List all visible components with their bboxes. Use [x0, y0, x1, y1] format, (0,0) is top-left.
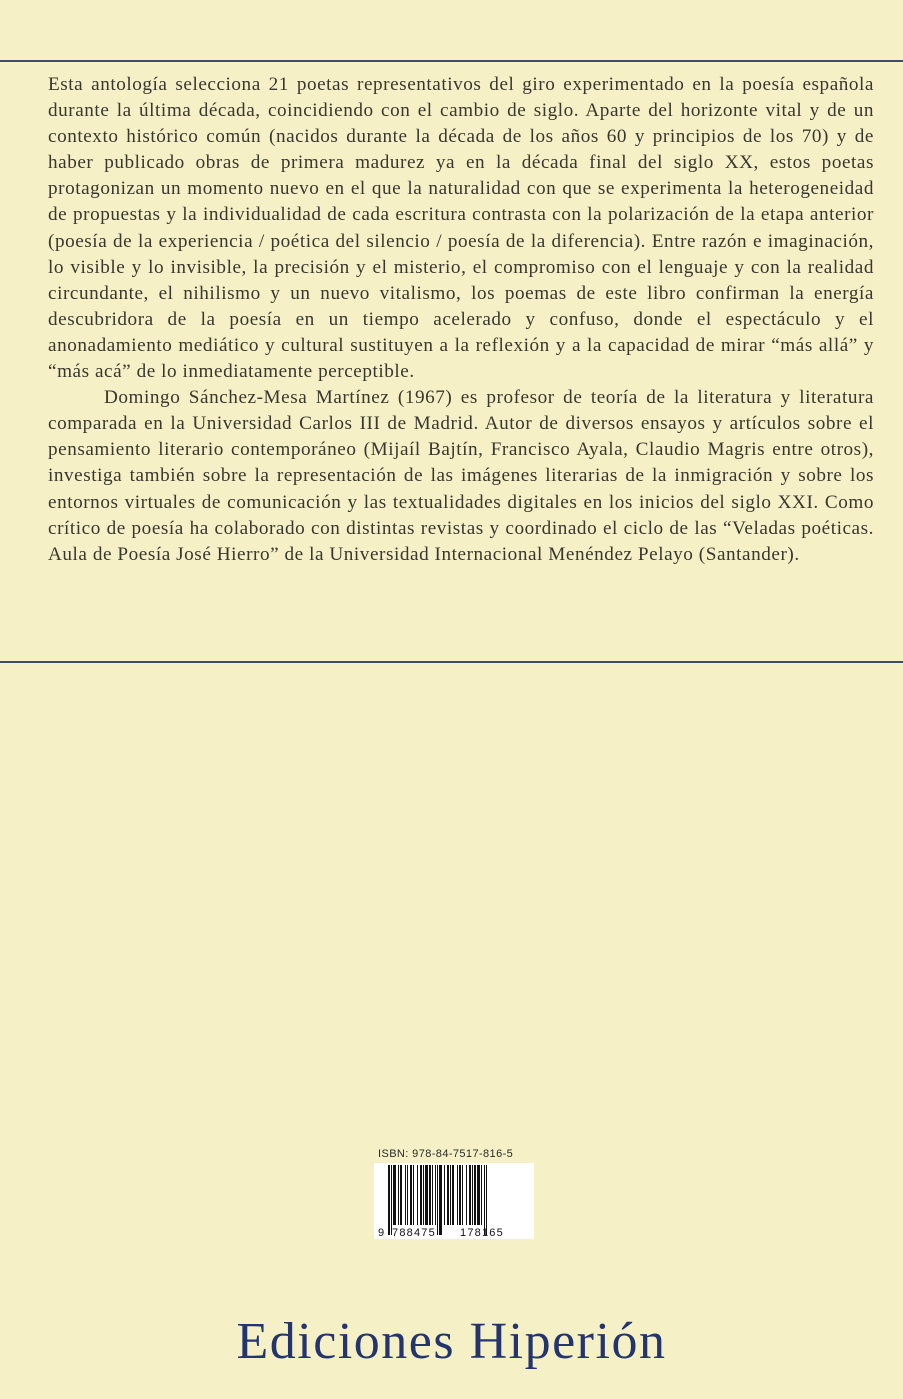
publisher-name: Ediciones Hiperión: [236, 1313, 667, 1370]
barcode-bar: [462, 1165, 463, 1225]
barcode-bar: [413, 1165, 414, 1225]
back-cover-text: [48, 72, 874, 568]
barcode-graphic: [374, 1163, 534, 1239]
barcode-bar: [391, 1165, 392, 1235]
barcode-bar: [439, 1165, 442, 1235]
barcode-bar: [437, 1165, 438, 1235]
barcode-bar: [450, 1165, 451, 1225]
barcode-bar: [459, 1165, 461, 1225]
barcode-bar: [457, 1165, 458, 1225]
barcode: [374, 1148, 534, 1240]
bottom-rule: [0, 661, 903, 663]
barcode-bar: [447, 1165, 449, 1225]
synopsis-paragraph: Esta antología selecciona 21 poetas representativos del giro experimentado en la poesía española durante la última década, coincidiendo con el cambio de siglo. Aparte del horizonte vital y de un contexto histórico común (nacidos durante la década de los años 60 y principios de los 70) y de haber publicado obras de primera madurez ya en la década final del siglo XX, estos poetas protagonizan un momento nuevo en el que la naturalidad con que se experimenta la heterogeneidad de propuestas y la individualidad de cada escritura contrasta con la polarización de la etapa anterior (poesía de la experiencia / poética del silencio / poesía de la diferencia). Entre razón e imaginación, lo visible y lo invisible, la precisión y el misterio, el compromiso con el lenguaje y con la realidad circundante, el nihilismo y un nuevo vitalismo, los poemas de este libro confirman la energía descubridora de la poesía en un tiempo acelerado y confuso, donde el espectáculo y el anonadamiento mediático y cultural sustituyen a la reflexión y a la capacidad de mirar “más allá” y “más acá” de lo inmediatamente perceptible.: [48, 74, 874, 383]
barcode-bar: [410, 1165, 412, 1225]
barcode-bar: [477, 1165, 480, 1225]
barcode-bar: [398, 1165, 399, 1225]
barcode-bar: [432, 1165, 433, 1225]
barcode-bar: [425, 1165, 428, 1225]
barcode-bar: [417, 1165, 418, 1225]
barcode-bar: [400, 1165, 402, 1225]
barcode-bar: [393, 1165, 396, 1225]
barcode-bar: [388, 1165, 390, 1235]
barcode-bar: [420, 1165, 422, 1225]
barcode-bar: [466, 1165, 467, 1225]
barcode-bar: [407, 1165, 408, 1225]
author-bio-paragraph: Domingo Sánchez-Mesa Martínez (1967) es profesor de teoría de la literatura y literatura comparada en la Universidad Carlos III de Madrid. Autor de diversos ensayos y artículos sobre el pensamiento literario contemporáneo (Mijaíl Bajtín, Francisco Ayala, Claudio Magris entre otros), investiga también sobre la representación de las imágenes literarias de la inmigración y sobre los entornos virtuales de comunicación y las textualidades digitales en los inicios del siglo XXI. Como crítico de poesía ha colaborado con distintas revistas y coordinado el ciclo de las “Veladas poéticas. Aula de Poesía José Hierro” de la Universidad Internacional Menéndez Pelayo (Santander).: [48, 387, 874, 565]
barcode-bar: [481, 1165, 482, 1225]
barcode-bar: [469, 1165, 471, 1225]
barcode-digits-right: 178165: [460, 1227, 504, 1239]
barcode-digits-left: 788475: [392, 1227, 436, 1239]
barcode-bar: [474, 1165, 476, 1225]
barcode-bar: [484, 1165, 485, 1235]
barcode-bar: [444, 1165, 445, 1225]
barcode-bar: [429, 1165, 431, 1225]
barcode-bar: [452, 1165, 454, 1225]
top-rule: [0, 60, 903, 62]
barcode-bar: [472, 1165, 473, 1225]
isbn-label: ISBN: 978-84-7517-816-5: [378, 1148, 514, 1160]
barcode-bar: [435, 1165, 436, 1225]
barcode-bar: [405, 1165, 406, 1225]
barcode-digit-lead: 9: [378, 1227, 385, 1239]
barcode-bar: [486, 1165, 487, 1235]
barcode-bar: [423, 1165, 424, 1225]
